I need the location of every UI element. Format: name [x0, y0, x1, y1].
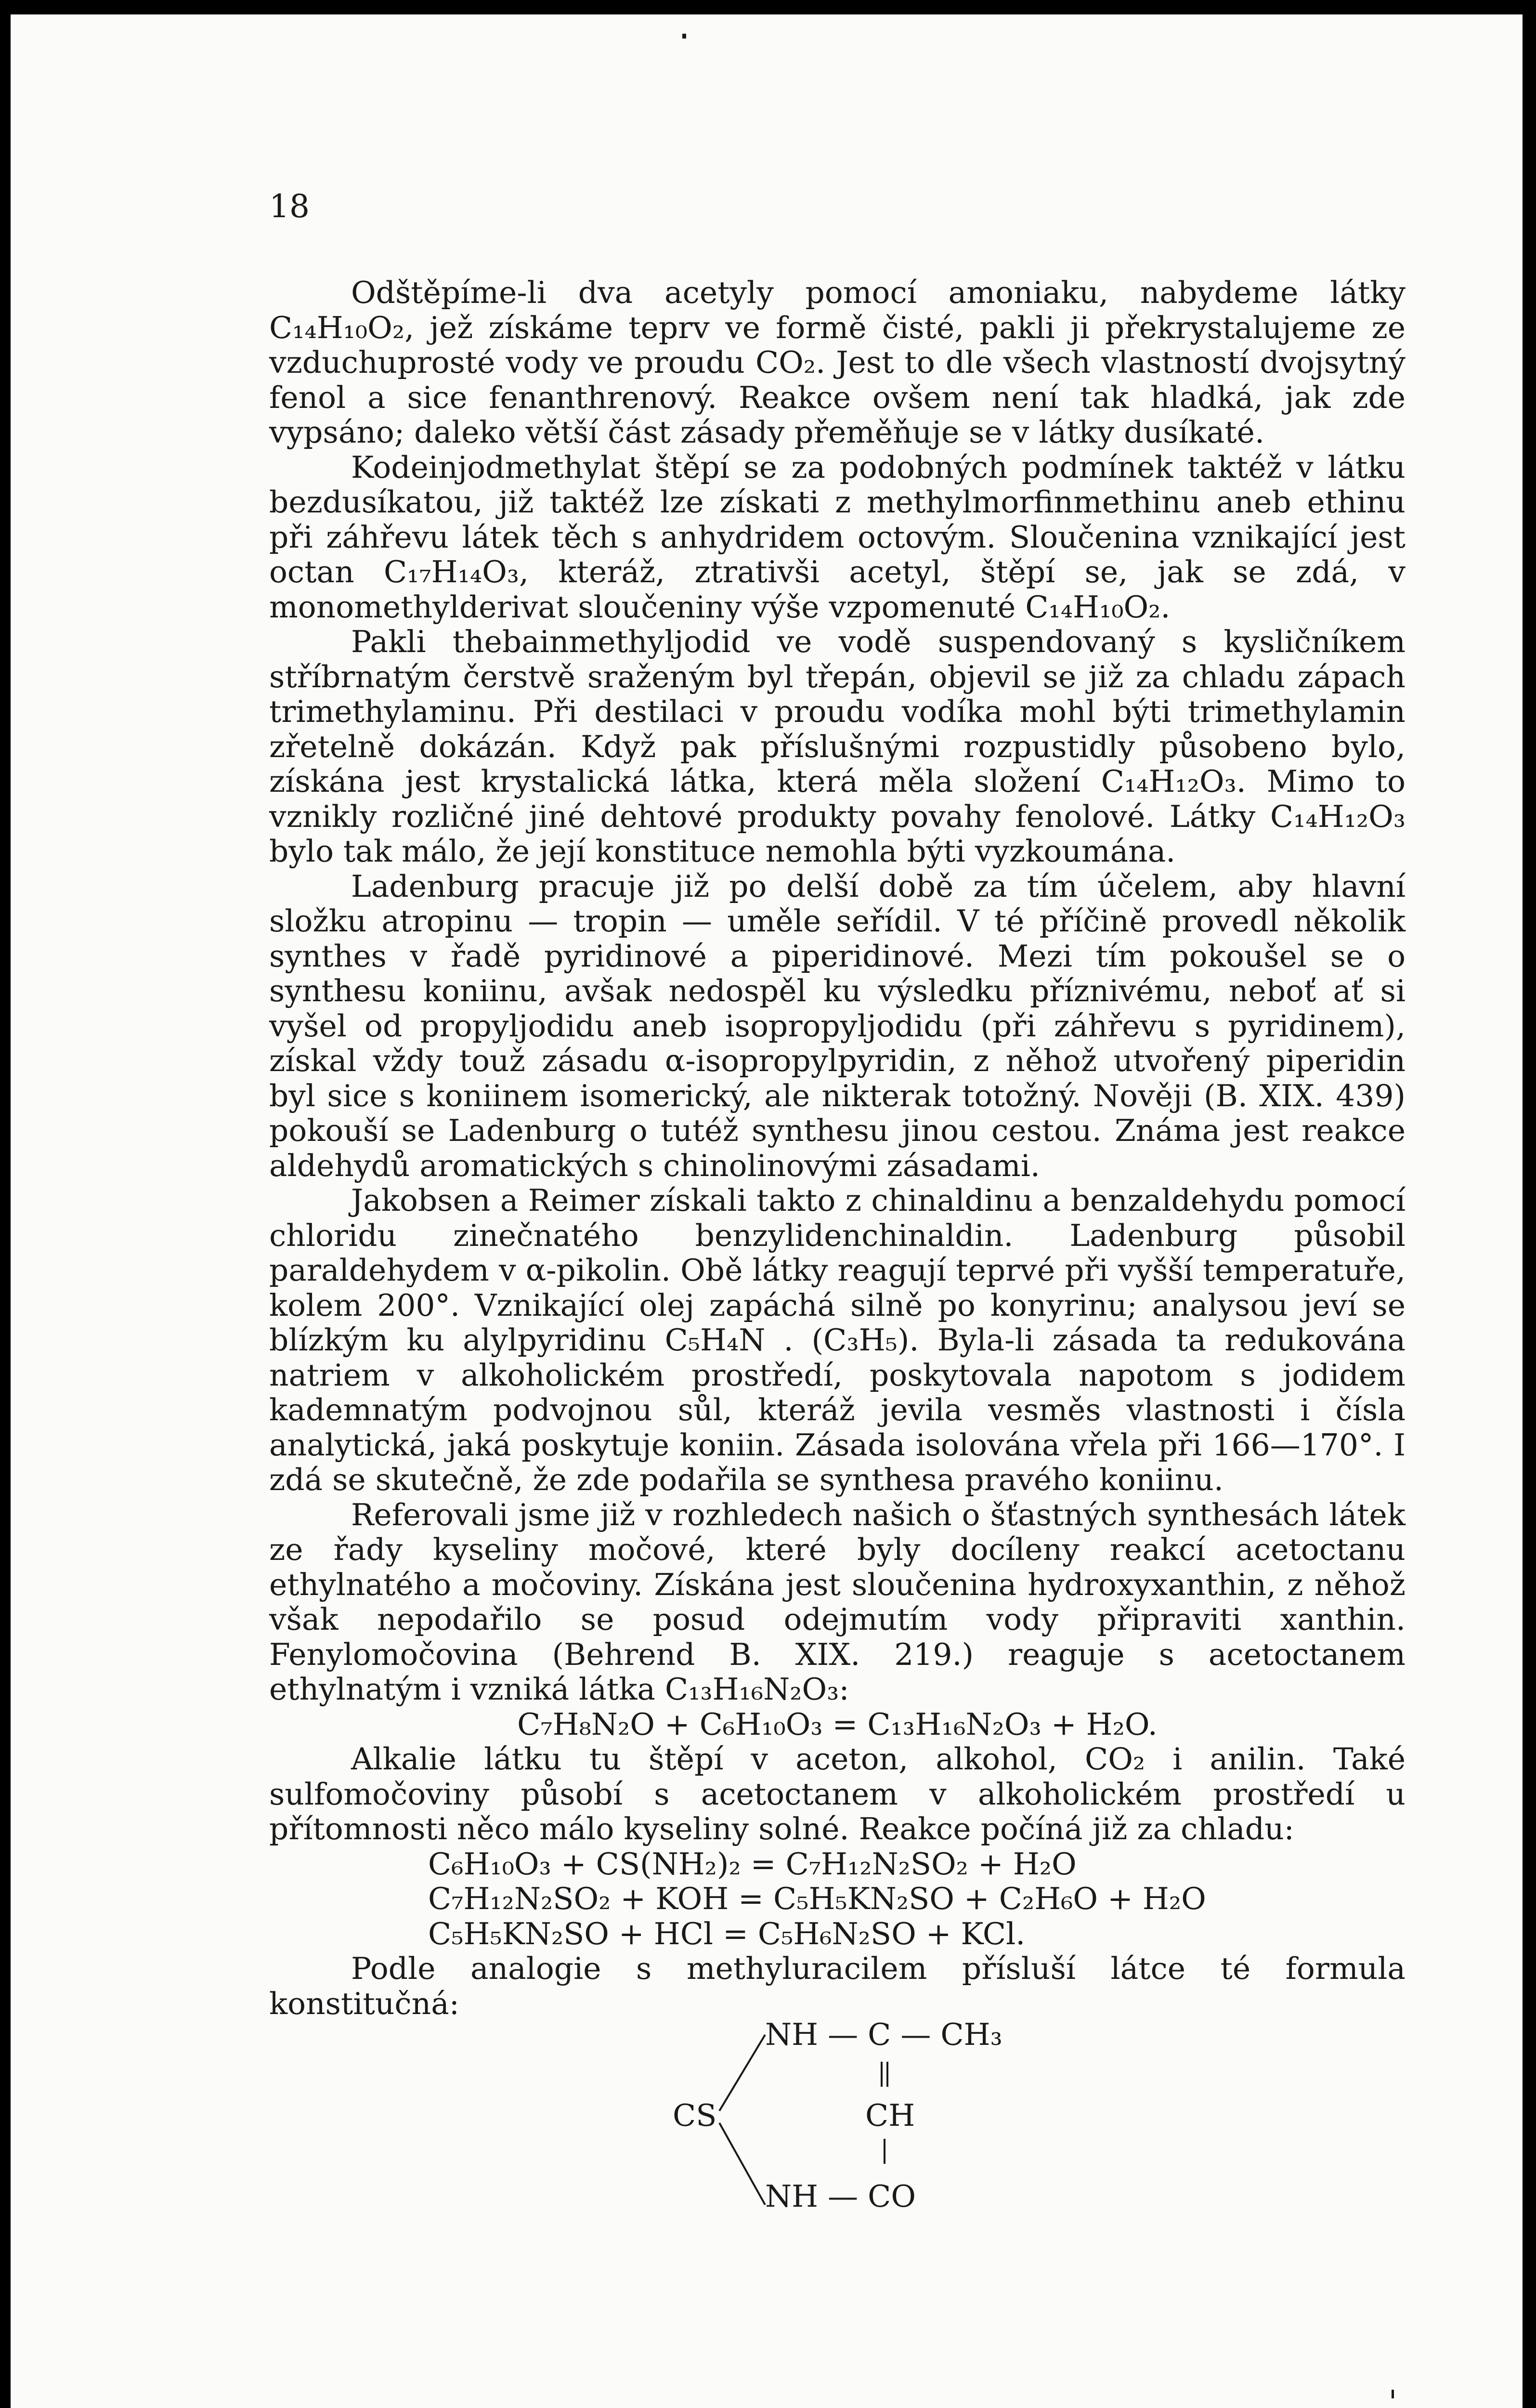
structure-left: CS [673, 2098, 717, 2133]
structural-formula [269, 2017, 1406, 2226]
equation-1: C₇H₈N₂O + C₆H₁₀O₃ = C₁₃H₁₆N₂O₃ + H₂O. [517, 1706, 1158, 1742]
structure-bottom: NH — CO [765, 2179, 916, 2214]
paragraph-1: Odštěpíme-li dva acetyly pomocí amoniaku, nabydeme látky C₁₄H₁₀O₂, jež získáme teprv ve formě čisté, pakli ji překrystalujeme ze vzduchuprosté vody ve proudu CO₂. Jest to dle všech vlastností dvojsytný fenol a sice fenanthrenový. Reakce ovšem není tak hladká, jak zde vypsáno; daleko větší část zásady přeměňuje se v látky dusíkaté. [269, 275, 1406, 450]
scanned-page [11, 14, 1523, 2408]
paragraph-6: Referovali jsme již v rozhledech našich o šťastných synthesách látek ze řady kyseliny močové, které byly docíleny reakcí acetoctanu ethylnatého a močoviny. Získána jest sloučenina hydroxyxanthin, z něhož však nepodařilo se posud odejmutím vody připraviti xanthin. Fenylomočovina (Behrend B. XIX. 219.) reaguje s acetoctanem ethylnatým i vzniká látka C₁₃H₁₆N₂O₃: [269, 1497, 1406, 1707]
structure-top: NH — C — CH₃ [765, 2017, 1002, 2052]
paragraph-5: Jakobsen a Reimer získali takto z chinaldinu a benzaldehydu pomocí chloridu zinečnatého benzylidenchinaldin. Ladenburg působil paraldehydem v α-pikolin. Obě látky reagují teprvé při vyšší temperatuře, kolem 200°. Vznikající olej zapáchá silně po konyrinu; analysou jeví se blízkým ku alylpyridinu C₅H₄N . (C₃H₅). Byla-li zásada ta redukována natriem v alkoholickém prostředí, poskytovala napotom s jodidem kademnatým podvojnou sůl, kteráž jevila vesměs vlastnosti i čísla analytická, jaká poskytuje koniin. Zásada isolována vřela při 166—170°. I zdá se skutečně, že zde podařila se synthesa pravého koniinu. [269, 1183, 1406, 1497]
structure-middle: CH [865, 2098, 915, 2133]
equation-3: C₇H₁₂N₂SO₂ + KOH = C₅H₅KN₂SO + C₂H₆O + H₂O [428, 1881, 1206, 1916]
paragraph-3: Pakli thebainmethyljodid ve vodě suspendovaný s kysličníkem stříbrnatým čerstvě sraženým byl třepán, objevil se již za chladu zápach trimethylaminu. Při destilaci v proudu vodíka mohl býti trimethylamin zřetelně dokázán. Když pak příslušnými rozpustidly působeno bylo, získána jest krystalická látka, která měla složení C₁₄H₁₂O₃. Mimo to vznikly rozličné jiné dehtové produkty povahy fenolové. Látky C₁₄H₁₂O₃ bylo tak málo, že její konstituce nemohla býti vyzkoumána. [269, 624, 1406, 869]
paragraph-8: Podle analogie s methyluracilem přísluší látce té formula konstitučná: [269, 1951, 1406, 2021]
speck-mark [682, 34, 686, 39]
body-text [269, 275, 1406, 2226]
paragraph-2: Kodeinjodmethylat štěpí se za podobných podmínek taktéž v látku bezdusíkatou, již taktéž lze získati z methylmorfinmethinu aneb ethinu při záhřevu látek těch s anhydridem octovým. Sloučenina vznikající jest octan C₁₇H₁₄O₃, kteráž, ztrativši acetyl, štěpí se, jak se zdá, v monomethylderivat sloučeniny výše vzpomenuté C₁₄H₁₀O₂. [269, 449, 1406, 625]
page-number: 18 [269, 188, 310, 225]
equation-4: C₅H₅KN₂SO + HCl = C₅H₆N₂SO + KCl. [428, 1916, 1026, 1951]
paragraph-4: Ladenburg pracuje již po delší době za tím účelem, aby hlavní složku atropinu — tropin — uměle seřídil. V té příčině provedl několik synthes v řadě pyridinové a piperidinové. Mezi tím pokoušel se o synthesu koniinu, avšak nedospěl ku výsledku příznivému, neboť ať si vyšel od propyljodidu aneb isopropyljodidu (při záhřevu s pyridinem), získal vždy touž zásadu α-isopropylpyridin, z něhož utvořený piperidin byl sice s koniinem isomerický, ale nikterak totožný. Nověji (B. XIX. 439) pokouší se Ladenburg o tutéž synthesu jinou cestou. Známa jest reakce aldehydů aromatických s chinolinovými zásadami. [269, 868, 1406, 1183]
paragraph-7: Alkalie látku tu štěpí v aceton, alkohol, CO₂ i anilin. Také sulfomočoviny působí s acetoctanem v alkoholickém prostředí u přítomnosti něco málo kyseliny solné. Reakce počíná již za chladu: [269, 1741, 1406, 1846]
speck-mark [1392, 2390, 1394, 2398]
equation-2: C₆H₁₀O₃ + CS(NH₂)₂ = C₇H₁₂N₂SO₂ + H₂O [428, 1846, 1077, 1882]
